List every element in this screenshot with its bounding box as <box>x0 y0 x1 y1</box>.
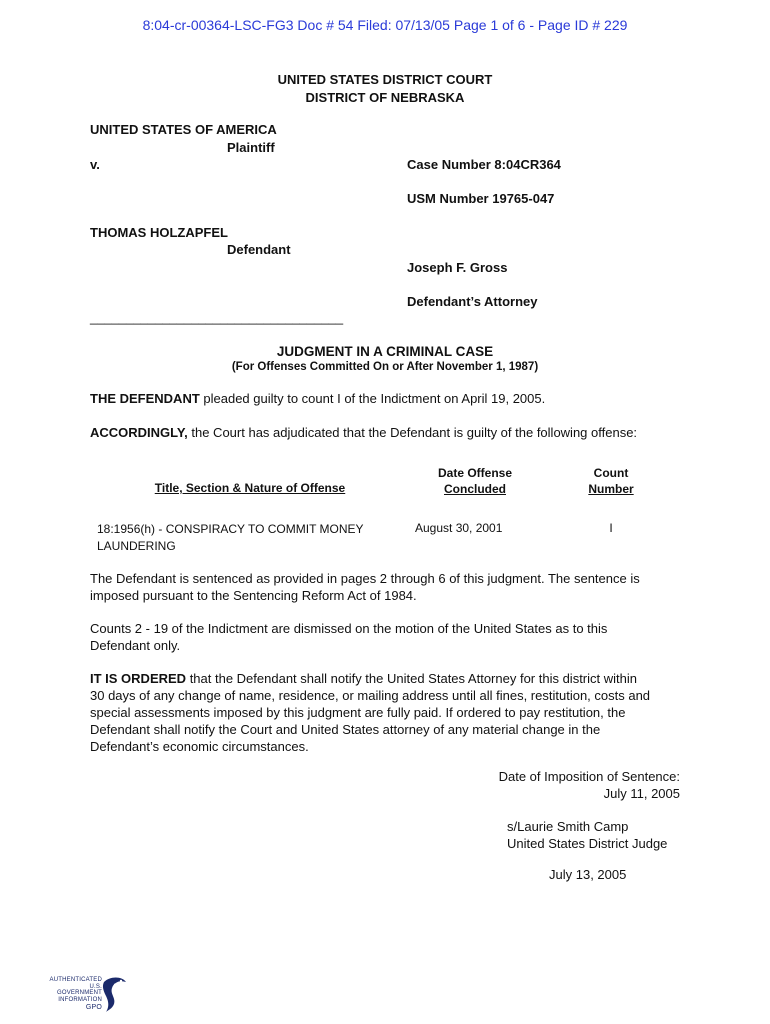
table-row-offense <box>97 521 364 555</box>
offense-date: August 30, 2001 <box>415 521 503 535</box>
logo-line3: INFORMATION <box>58 996 102 1003</box>
sentence-line1: The Defendant is sentenced as provided in pages 2 through 6 of this judgment. The sentence is <box>90 571 640 586</box>
order-line3: special assessments imposed by this judgment are fully paid. If ordered to pay restitution, the <box>90 705 626 720</box>
accordingly-lead: ACCORDINGLY, <box>90 425 188 440</box>
order-line5: Defendant’s economic circumstances. <box>90 739 309 754</box>
caption-rule: ___________________________________ <box>90 310 344 325</box>
dismissal-paragraph <box>90 620 607 654</box>
document-header-stamp: 8:04-cr-00364-LSC-FG3 Doc # 54 Filed: 07/13/05 Page 1 of 6 - Page ID # 229 <box>142 17 628 33</box>
attorney-name: Joseph F. Gross <box>407 260 508 275</box>
sentence-paragraph <box>90 570 640 604</box>
offense-title-line2: LAUNDERING <box>97 539 176 553</box>
usm-number: USM Number 19765-047 <box>407 191 555 206</box>
court-heading <box>0 71 770 107</box>
logo-line2: U.S. GOVERNMENT <box>56 983 102 996</box>
court-name: UNITED STATES DISTRICT COURT <box>277 72 493 87</box>
court-district: DISTRICT OF NEBRASKA <box>305 90 465 105</box>
order-line4: Defendant shall notify the Court and United States attorney of any material change in the <box>90 722 601 737</box>
logo-line4: GPO <box>85 1004 102 1011</box>
plea-text: pleaded guilty to count I of the Indictment on April 19, 2005. <box>199 391 546 406</box>
imposition-block <box>430 768 680 802</box>
order-line1 <box>90 670 650 687</box>
defendant-name: THOMAS HOLZAPFEL <box>90 225 228 240</box>
imposition-date: July 11, 2005 <box>603 786 680 801</box>
offense-title-line1: 18:1956(h) - CONSPIRACY TO COMMIT MONEY <box>97 522 364 536</box>
judge-title: United States District Judge <box>507 836 668 851</box>
imposition-label: Date of Imposition of Sentence: <box>498 769 680 784</box>
versus: v. <box>90 157 100 172</box>
header-date-concluded <box>410 465 540 497</box>
logo-line1: AUTHENTICATED <box>49 977 102 983</box>
order-line2: 30 days of any change of name, residence, or mailing address until all fines, restitution, costs and <box>90 688 651 703</box>
signature-block <box>507 818 667 852</box>
attorney-role: Defendant’s Attorney <box>407 294 538 309</box>
plaintiff-name: UNITED STATES OF AMERICA <box>90 122 277 137</box>
sentence-line2: imposed pursuant to the Sentencing Reform Act of 1984. <box>90 588 417 603</box>
plea-statement <box>90 391 545 406</box>
accordingly-text: the Court has adjudicated that the Defendant is guilty of the following offense: <box>187 425 638 440</box>
header-count-line2: Number <box>588 482 634 496</box>
judgment-subtitle: (For Offenses Committed On or After November 1, 1987) <box>231 361 539 373</box>
header-count-number <box>566 465 656 497</box>
logo-text <box>44 977 102 1012</box>
header-title-section: Title, Section & Nature of Offense <box>154 481 346 495</box>
plea-lead: THE DEFENDANT <box>90 391 200 406</box>
dismissal-line1: Counts 2 - 19 of the Indictment are dismissed on the motion of the United States as to this <box>90 621 608 636</box>
header-date-line2: Concluded <box>444 482 506 496</box>
signature-date: July 13, 2005 <box>549 867 627 882</box>
header-count-line1: Count <box>593 466 629 480</box>
judge-signature: s/Laurie Smith Camp <box>507 819 629 834</box>
defendant-role: Defendant <box>227 242 291 257</box>
dismissal-line2: Defendant only. <box>90 638 181 653</box>
eagle-emblem-icon <box>100 974 130 1014</box>
plaintiff-role: Plaintiff <box>227 140 275 155</box>
order-paragraph <box>90 670 650 755</box>
case-number: Case Number 8:04CR364 <box>407 157 561 172</box>
order-text-1: that the Defendant shall notify the United States Attorney for this district within <box>186 671 637 686</box>
gpo-authentication-logo <box>44 974 134 1014</box>
offense-count: I <box>609 521 613 535</box>
order-lead: IT IS ORDERED <box>90 671 187 686</box>
adjudication-statement <box>90 425 637 440</box>
judgment-title: JUDGMENT IN A CRIMINAL CASE <box>276 344 494 359</box>
header-date-line1: Date Offense <box>437 466 513 480</box>
